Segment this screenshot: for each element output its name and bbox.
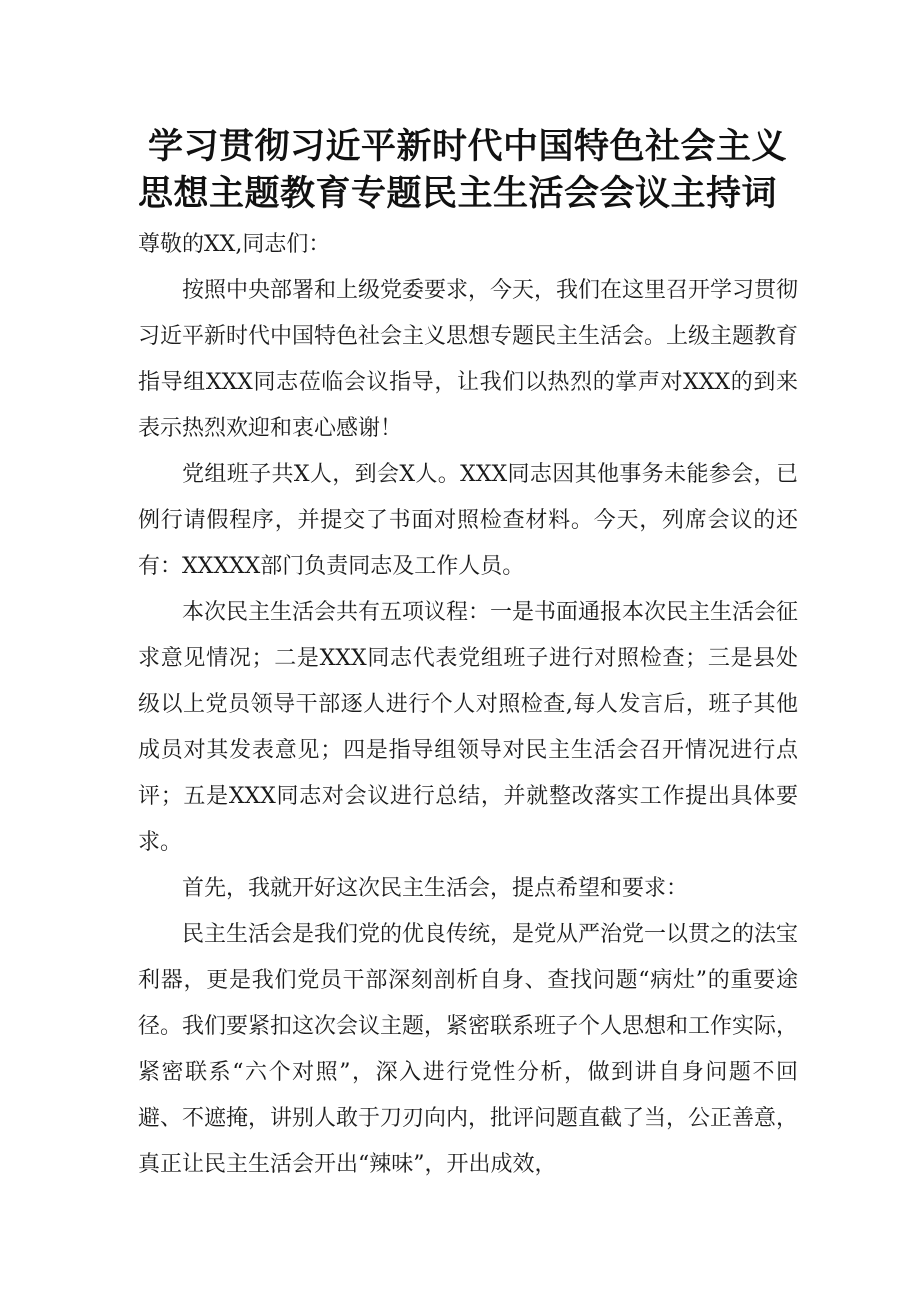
paragraph-requirements-intro: 首先，我就开好这次民主生活会，提点希望和要求： <box>182 876 689 901</box>
document-body <box>138 222 798 1188</box>
salutation: 尊敬的XX,同志们： <box>138 232 331 257</box>
title-line-1: 学习贯彻习近平新时代中国特色社会主义 <box>148 127 788 167</box>
paragraph-requirements: 民主生活会是我们党的优良传统，是党从严治党一以贯之的法宝利器，更是我们党员干部深刻剖析自身、查找问题“病灶”的重要途径。我们要紧扣这次会议主题，紧密联系班子个人思想和工作实际，紧密联系“六个对照”，深入进行党性分析，做到讲自身问题不回避、不遮掩，讲别人敢于刀刃向内，批评问题直截了当，公正善意，真正让民主生活会开出“辣味”，开出成效， <box>138 922 799 1177</box>
title-line-2: 思想主题教育专题民主生活会会议主持词 <box>138 174 778 214</box>
document-title <box>138 124 818 218</box>
paragraph-agenda: 本次民主生活会共有五项议程：一是书面通报本次民主生活会征求意见情况；二是XXX同志代表党组班子进行对照检查；三是县处级以上党员领导干部逐人进行个人对照检查,每人发言后，班子其他成员对其发表意见；四是指导组领导对民主生活会召开情况进行点评；五是XXX同志对会议进行总结，并就整改落实工作提出具体要求。 <box>138 600 799 855</box>
paragraph-opening: 按照中央部署和上级党委要求，今天，我们在这里召开学习贯彻习近平新时代中国特色社会主义思想专题民主生活会。上级主题教育指导组XXX同志莅临会议指导，让我们以热烈的掌声对XXX的到来表示热烈欢迎和衷心感谢！ <box>138 278 799 441</box>
paragraph-attendance: 党组班子共X人，到会X人。XXX同志因其他事务未能参会，已例行请假程序，并提交了书面对照检查材料。今天，列席会议的还有：XXXXX部门负责同志及工作人员。 <box>138 462 798 579</box>
